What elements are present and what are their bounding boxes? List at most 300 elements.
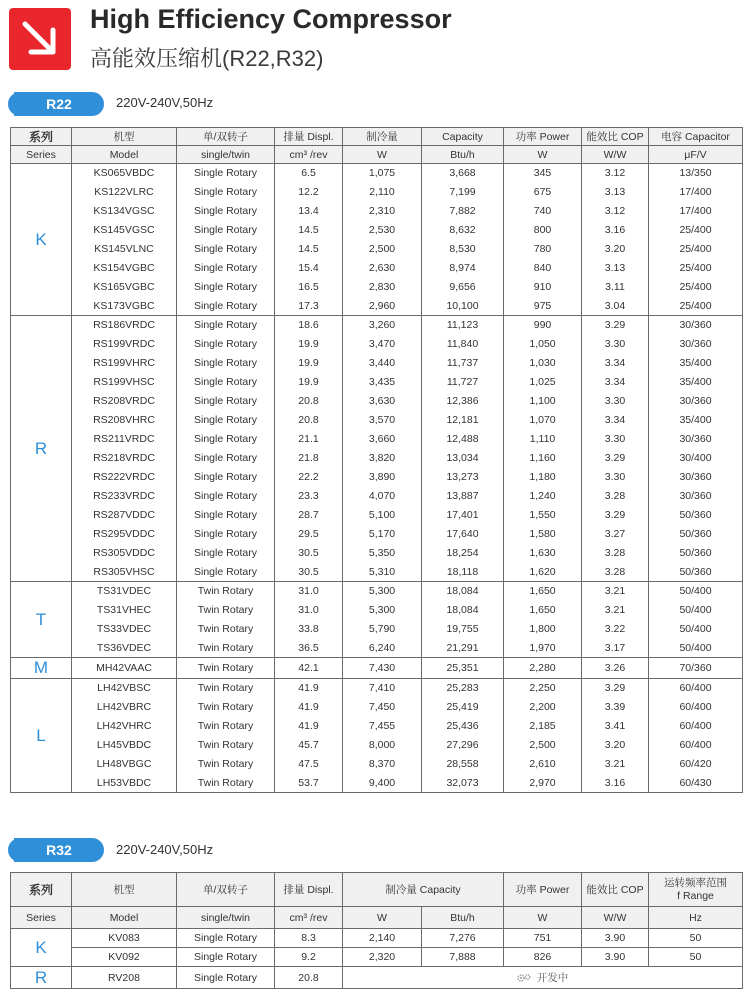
cell: 1,160 [504, 449, 582, 468]
cell: 17/400 [649, 183, 743, 202]
cell: 11,727 [422, 373, 504, 392]
cell: 2,530 [343, 221, 422, 240]
cell: 1,110 [504, 430, 582, 449]
cell: 12,181 [422, 411, 504, 430]
col-cop: 能效比 COP [582, 873, 649, 907]
cell: 5,300 [343, 582, 422, 601]
cell: 3.29 [582, 449, 649, 468]
gears-icon [517, 973, 531, 983]
cell: 3.21 [582, 582, 649, 601]
cell: Single Rotary [177, 468, 275, 487]
col-cap-w: W [343, 907, 422, 929]
cell: 3,630 [343, 392, 422, 411]
cell: Single Rotary [177, 278, 275, 297]
cell: 8,530 [422, 240, 504, 259]
cell: 3.39 [582, 698, 649, 717]
cell: Twin Rotary [177, 658, 275, 679]
cell: 16.5 [275, 278, 343, 297]
cell: 50/360 [649, 563, 743, 582]
cell: 8,000 [343, 736, 422, 755]
cell: 27,296 [422, 736, 504, 755]
cell: Single Rotary [177, 259, 275, 278]
cell: 7,430 [343, 658, 422, 679]
cell: 1,550 [504, 506, 582, 525]
cell: 25/400 [649, 278, 743, 297]
cell: 30/360 [649, 487, 743, 506]
cell: KS165VGBC [72, 278, 177, 297]
cell: 42.1 [275, 658, 343, 679]
col-power-unit: W [504, 907, 582, 929]
cell: 3.30 [582, 468, 649, 487]
cell: 9,656 [422, 278, 504, 297]
series-label: K [11, 929, 72, 967]
cell: 18,254 [422, 544, 504, 563]
cell: Single Rotary [177, 929, 275, 948]
cell: 13,273 [422, 468, 504, 487]
cell: LH53VBDC [72, 774, 177, 793]
cell: 8,370 [343, 755, 422, 774]
cell: 5,170 [343, 525, 422, 544]
cell: Single Rotary [177, 354, 275, 373]
cell: 13/350 [649, 164, 743, 183]
cell: KS154VGBC [72, 259, 177, 278]
cell: 3.30 [582, 392, 649, 411]
cell: 3.16 [582, 221, 649, 240]
cell: 29.5 [275, 525, 343, 544]
table-row [11, 487, 743, 506]
cell: 3.90 [582, 948, 649, 967]
cell: Single Rotary [177, 335, 275, 354]
cell: Single Rotary [177, 544, 275, 563]
cell: Twin Rotary [177, 620, 275, 639]
cell: 4,070 [343, 487, 422, 506]
cell: 2,500 [504, 736, 582, 755]
cell: 3.28 [582, 487, 649, 506]
cell: KS134VGSC [72, 202, 177, 221]
cell: TS33VDEC [72, 620, 177, 639]
page-subtitle: 高能效压缩机(R22,R32) [90, 46, 324, 71]
table-row [11, 259, 743, 278]
cell: Single Rotary [177, 316, 275, 335]
cell: 31.0 [275, 601, 343, 620]
table-row [11, 316, 743, 335]
cell: 3.26 [582, 658, 649, 679]
in-development-label: 开发中 [536, 972, 569, 984]
cell: 18,118 [422, 563, 504, 582]
cell: Single Rotary [177, 487, 275, 506]
cell: Single Rotary [177, 164, 275, 183]
cell: 19,755 [422, 620, 504, 639]
cell: 60/400 [649, 717, 743, 736]
cell: 3.13 [582, 259, 649, 278]
cell: MH42VAAC [72, 658, 177, 679]
cell: 740 [504, 202, 582, 221]
cell: 25/400 [649, 297, 743, 316]
cell: RS233VRDC [72, 487, 177, 506]
col-model: 机型 [72, 873, 177, 907]
cell: 1,070 [504, 411, 582, 430]
cell: 50/400 [649, 639, 743, 658]
cell: 30/360 [649, 468, 743, 487]
cell: 1,650 [504, 601, 582, 620]
col-type: 单/双转子 [177, 873, 275, 907]
cell: 33.8 [275, 620, 343, 639]
col-cop-unit: W/W [582, 146, 649, 164]
cell: 3.28 [582, 563, 649, 582]
cell: 345 [504, 164, 582, 183]
r32-header-row-en [11, 907, 743, 929]
cell: 3,470 [343, 335, 422, 354]
table-row [11, 240, 743, 259]
col-cap-btu: Btu/h [422, 146, 504, 164]
cell: 47.5 [275, 755, 343, 774]
cell: 21.8 [275, 449, 343, 468]
cell: 2,970 [504, 774, 582, 793]
cell: RS222VRDC [72, 468, 177, 487]
col-displ: 排量 Displ. [275, 873, 343, 907]
col-series: 系列 [11, 873, 72, 907]
col-capacitor-unit: μF/V [649, 146, 743, 164]
cell: 21.1 [275, 430, 343, 449]
cell: 25,436 [422, 717, 504, 736]
in-development-cell [343, 967, 743, 989]
cell: 675 [504, 183, 582, 202]
cell: 3.30 [582, 335, 649, 354]
table-row [11, 468, 743, 487]
cell: 3.22 [582, 620, 649, 639]
cell: 19.9 [275, 335, 343, 354]
cell: 3.12 [582, 202, 649, 221]
cell: 18.6 [275, 316, 343, 335]
cell: 990 [504, 316, 582, 335]
table-row [11, 278, 743, 297]
table-row [11, 221, 743, 240]
cell: Single Rotary [177, 948, 275, 967]
col-capacity-en: Capacity [422, 128, 504, 146]
cell: 7,888 [422, 948, 504, 967]
page-title: High Efficiency Compressor [90, 4, 452, 34]
cell: 7,450 [343, 698, 422, 717]
cell: RS211VRDC [72, 430, 177, 449]
cell: 3.34 [582, 373, 649, 392]
cell: Twin Rotary [177, 774, 275, 793]
col-power: 功率 Power [504, 128, 582, 146]
cell: 2,110 [343, 183, 422, 202]
cell: KS173VGBC [72, 297, 177, 316]
cell: 28.7 [275, 506, 343, 525]
table-row [11, 774, 743, 793]
cell: 50/360 [649, 525, 743, 544]
cell: 3,660 [343, 430, 422, 449]
cell: RS305VDDC [72, 544, 177, 563]
cell: Single Rotary [177, 449, 275, 468]
cell: 751 [504, 929, 582, 948]
cell: 17,401 [422, 506, 504, 525]
col-range-cn: 运转频率范围 [664, 876, 727, 889]
col-series: 系列 [11, 128, 72, 146]
cell: 840 [504, 259, 582, 278]
cell: 23.3 [275, 487, 343, 506]
cell: 32,073 [422, 774, 504, 793]
cell: 20.8 [275, 411, 343, 430]
cell: 41.9 [275, 679, 343, 698]
table-row [11, 164, 743, 183]
cell: 826 [504, 948, 582, 967]
cell: 30.5 [275, 544, 343, 563]
table-row [11, 639, 743, 658]
cell: KS145VGSC [72, 221, 177, 240]
cell: 3.04 [582, 297, 649, 316]
cell: 13,034 [422, 449, 504, 468]
cell: 2,960 [343, 297, 422, 316]
col-range-en: f Range [677, 889, 714, 902]
cell: 18,084 [422, 601, 504, 620]
cell: 3.12 [582, 164, 649, 183]
cell: 3.13 [582, 183, 649, 202]
cell: 2,250 [504, 679, 582, 698]
cell: 7,455 [343, 717, 422, 736]
cell: 3,440 [343, 354, 422, 373]
table-row [11, 679, 743, 698]
cell: 3,435 [343, 373, 422, 392]
cell: 3,668 [422, 164, 504, 183]
cell: 6,240 [343, 639, 422, 658]
cell: 910 [504, 278, 582, 297]
cell: 5,350 [343, 544, 422, 563]
cell: 3.21 [582, 601, 649, 620]
cell: Twin Rotary [177, 736, 275, 755]
cell: 70/360 [649, 658, 743, 679]
cell: 3.34 [582, 411, 649, 430]
cell: 45.7 [275, 736, 343, 755]
cell: 800 [504, 221, 582, 240]
cell: 3.21 [582, 755, 649, 774]
cell: 3.17 [582, 639, 649, 658]
cell: 3.28 [582, 544, 649, 563]
r32-spec-table [10, 872, 743, 989]
cell: 17.3 [275, 297, 343, 316]
cell: 1,650 [504, 582, 582, 601]
cell: 50 [649, 948, 743, 967]
cell: 41.9 [275, 698, 343, 717]
cell: 11,737 [422, 354, 504, 373]
col-cop: 能效比 COP [582, 128, 649, 146]
table-row [11, 755, 743, 774]
cell: 14.5 [275, 221, 343, 240]
cell: 20.8 [275, 967, 343, 989]
cell: 7,276 [422, 929, 504, 948]
cell: KS122VLRC [72, 183, 177, 202]
r32-voltage: 220V-240V,50Hz [116, 842, 214, 857]
col-model-en: Model [72, 146, 177, 164]
table-row [11, 582, 743, 601]
cell: 1,970 [504, 639, 582, 658]
cell: 2,320 [343, 948, 422, 967]
table-row [11, 658, 743, 679]
series-label: T [11, 582, 72, 658]
cell: 13,887 [422, 487, 504, 506]
cell: 14.5 [275, 240, 343, 259]
series-label: K [11, 164, 72, 316]
col-range [649, 873, 743, 907]
cell: Single Rotary [177, 240, 275, 259]
cell: Single Rotary [177, 183, 275, 202]
cell: 2,630 [343, 259, 422, 278]
cell: 975 [504, 297, 582, 316]
cell: 3.16 [582, 774, 649, 793]
cell: Single Rotary [177, 563, 275, 582]
table-row [11, 297, 743, 316]
cell: RS295VDDC [72, 525, 177, 544]
cell: 2,830 [343, 278, 422, 297]
cell: 28,558 [422, 755, 504, 774]
table-row [11, 563, 743, 582]
cell: 21,291 [422, 639, 504, 658]
r22-spec-table [10, 127, 743, 793]
cell: 11,840 [422, 335, 504, 354]
cell: 7,199 [422, 183, 504, 202]
cell: 7,410 [343, 679, 422, 698]
table-row [11, 411, 743, 430]
cell: Twin Rotary [177, 582, 275, 601]
arrow-down-right-icon [9, 8, 71, 70]
col-capacity-cn: 制冷量 [343, 128, 422, 146]
cell: KV083 [72, 929, 177, 948]
series-label: R [11, 967, 72, 989]
cell: 17/400 [649, 202, 743, 221]
cell: RS208VRDC [72, 392, 177, 411]
cell: 3.27 [582, 525, 649, 544]
cell: 50/400 [649, 620, 743, 639]
r22-header-row-cn [11, 128, 743, 146]
cell: 19.9 [275, 354, 343, 373]
cell: Twin Rotary [177, 717, 275, 736]
cell: RV208 [72, 967, 177, 989]
cell: RS199VRDC [72, 335, 177, 354]
cell: 3.30 [582, 430, 649, 449]
cell: Single Rotary [177, 373, 275, 392]
cell: 9.2 [275, 948, 343, 967]
cell: 30/360 [649, 335, 743, 354]
cell: 53.7 [275, 774, 343, 793]
cell: 50/360 [649, 544, 743, 563]
cell: 25,419 [422, 698, 504, 717]
cell: Single Rotary [177, 392, 275, 411]
cell: LH45VBDC [72, 736, 177, 755]
cell: Twin Rotary [177, 601, 275, 620]
cell: 3,820 [343, 449, 422, 468]
table-row [11, 183, 743, 202]
cell: 60/400 [649, 679, 743, 698]
cell: 60/420 [649, 755, 743, 774]
cell: 25,351 [422, 658, 504, 679]
table-row [11, 335, 743, 354]
cell: 35/400 [649, 354, 743, 373]
cell: 3.20 [582, 736, 649, 755]
cell: RS199VHRC [72, 354, 177, 373]
cell: RS287VDDC [72, 506, 177, 525]
r22-header-row-en [11, 146, 743, 164]
r32-badge: R32 [14, 838, 104, 862]
table-row [11, 601, 743, 620]
cell: 1,050 [504, 335, 582, 354]
table-row [11, 717, 743, 736]
cell: RS208VHRC [72, 411, 177, 430]
cell: 41.9 [275, 717, 343, 736]
cell: 2,280 [504, 658, 582, 679]
cell: KS145VLNC [72, 240, 177, 259]
cell: 9,400 [343, 774, 422, 793]
cell: LH42VHRC [72, 717, 177, 736]
cell: Single Rotary [177, 430, 275, 449]
cell: 1,800 [504, 620, 582, 639]
cell: 25/400 [649, 259, 743, 278]
cell: 35/400 [649, 373, 743, 392]
cell: 30/360 [649, 316, 743, 335]
table-row [11, 373, 743, 392]
brand-logo [9, 8, 71, 70]
cell: 3.29 [582, 506, 649, 525]
col-displ: 排量 Displ. [275, 128, 343, 146]
cell: 50 [649, 929, 743, 948]
cell: 12.2 [275, 183, 343, 202]
table-row [11, 967, 743, 989]
table-row [11, 544, 743, 563]
cell: 1,630 [504, 544, 582, 563]
cell: RS218VRDC [72, 449, 177, 468]
cell: RS199VHSC [72, 373, 177, 392]
cell: 5,300 [343, 601, 422, 620]
cell: 60/430 [649, 774, 743, 793]
cell: 1,075 [343, 164, 422, 183]
cell: Single Rotary [177, 202, 275, 221]
table-row [11, 929, 743, 948]
cell: LH48VBGC [72, 755, 177, 774]
col-capacitor: 电容 Capacitor [649, 128, 743, 146]
col-model-en: Model [72, 907, 177, 929]
cell: 36.5 [275, 639, 343, 658]
col-series-en: Series [11, 907, 72, 929]
cell: 19.9 [275, 373, 343, 392]
cell: 31.0 [275, 582, 343, 601]
cell: 1,580 [504, 525, 582, 544]
cell: 8.3 [275, 929, 343, 948]
cell: 2,140 [343, 929, 422, 948]
r32-header-row-cn [11, 873, 743, 907]
cell: TS36VDEC [72, 639, 177, 658]
cell: 1,100 [504, 392, 582, 411]
cell: 12,386 [422, 392, 504, 411]
cell: 15.4 [275, 259, 343, 278]
cell: 30/360 [649, 430, 743, 449]
col-cop-unit: W/W [582, 907, 649, 929]
cell: 2,310 [343, 202, 422, 221]
cell: Single Rotary [177, 506, 275, 525]
col-capacity: 制冷量 Capacity [343, 873, 504, 907]
cell: Single Rotary [177, 411, 275, 430]
col-power-unit: W [504, 146, 582, 164]
cell: 50/400 [649, 601, 743, 620]
cell: 13.4 [275, 202, 343, 221]
cell: 10,100 [422, 297, 504, 316]
cell: 50/400 [649, 582, 743, 601]
cell: 11,123 [422, 316, 504, 335]
series-label: M [11, 658, 72, 679]
cell: 3.41 [582, 717, 649, 736]
table-row [11, 620, 743, 639]
cell: Single Rotary [177, 967, 275, 989]
cell: 5,100 [343, 506, 422, 525]
